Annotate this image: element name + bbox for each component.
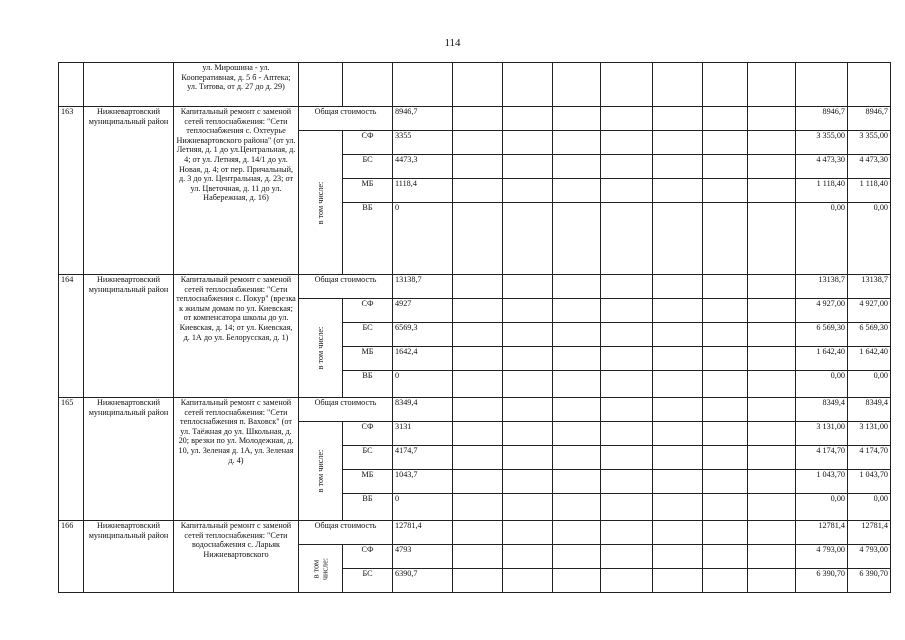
- empty-cell: [748, 323, 796, 347]
- total-cost-label: Общая стоимость: [299, 107, 393, 131]
- fund-value: 3131: [393, 422, 453, 446]
- fund-year-one-value: 1 118,40: [796, 179, 848, 203]
- district-cell: Нижневартовский муниципальный район: [84, 275, 174, 398]
- empty-cell: [703, 398, 748, 422]
- empty-cell: [453, 347, 503, 371]
- fund-code: СФ: [343, 422, 393, 446]
- empty-cell: [703, 63, 748, 107]
- total-year-one-value: 8349,4: [796, 398, 848, 422]
- table-row: [59, 63, 891, 107]
- empty-cell: [601, 371, 653, 398]
- fund-year-one-value: 3 131,00: [796, 422, 848, 446]
- fund-code: СФ: [343, 299, 393, 323]
- fund-year-one-value: 4 793,00: [796, 545, 848, 569]
- empty-cell: [601, 179, 653, 203]
- empty-cell: [453, 299, 503, 323]
- empty-cell: [553, 347, 601, 371]
- empty-cell: [503, 63, 553, 107]
- empty-cell: [748, 398, 796, 422]
- fund-code: МБ: [343, 347, 393, 371]
- empty-cell: [703, 107, 748, 131]
- fund-year-two-value: 4 473,30: [848, 155, 891, 179]
- fund-year-two-value: 1 043,70: [848, 470, 891, 494]
- empty-cell: [503, 107, 553, 131]
- fund-year-two-value: 0,00: [848, 203, 891, 275]
- empty-cell: [503, 569, 553, 593]
- empty-cell: [703, 545, 748, 569]
- total-cost-value: 12781,4: [393, 521, 453, 545]
- fund-year-one-value: 6 569,30: [796, 323, 848, 347]
- empty-cell: [703, 371, 748, 398]
- empty-cell: [601, 131, 653, 155]
- fund-year-two-value: 1 118,40: [848, 179, 891, 203]
- empty-cell: [653, 155, 703, 179]
- empty-cell: [503, 347, 553, 371]
- empty-cell: [553, 107, 601, 131]
- empty-cell: [601, 422, 653, 446]
- empty-cell: [601, 323, 653, 347]
- fund-year-two-value: 4 793,00: [848, 545, 891, 569]
- empty-cell: [453, 569, 503, 593]
- total-year-two-value: 8946,7: [848, 107, 891, 131]
- empty-cell: [503, 323, 553, 347]
- empty-cell: [453, 371, 503, 398]
- object-description-cell: Капитальный ремонт с заменой сетей теплоснабжения: "Сети теплоснабжения с. Охтеурье Нижневартовского района" (от ул. Летняя, д. 1 до ул.Центральная, д. 4; от ул. Летняя, д. 14/1 до ул. Новая, д. 4; от пер. Причальный, д. 3 до ул. Центральная, д. 23; от ул. Цветочная, д. 11 до ул. Набережная, д. 16): [174, 107, 299, 275]
- empty-cell: [553, 179, 601, 203]
- empty-cell: [748, 347, 796, 371]
- in-which-label-cell: [299, 131, 343, 275]
- fund-value: 1043,7: [393, 470, 453, 494]
- row-number-cell: [59, 63, 84, 107]
- empty-cell: [653, 371, 703, 398]
- empty-cell: [553, 521, 601, 545]
- fund-value: 0: [393, 371, 453, 398]
- empty-cell: [653, 494, 703, 521]
- empty-cell: [553, 371, 601, 398]
- empty-cell: [601, 569, 653, 593]
- empty-cell: [453, 494, 503, 521]
- empty-cell: [553, 131, 601, 155]
- empty-cell: [748, 179, 796, 203]
- fund-code: СФ: [343, 545, 393, 569]
- empty-cell: [453, 545, 503, 569]
- empty-cell: [703, 494, 748, 521]
- empty-cell: [653, 275, 703, 299]
- year-two-cell: [848, 63, 891, 107]
- empty-cell: [653, 107, 703, 131]
- empty-cell: [653, 569, 703, 593]
- empty-cell: [553, 203, 601, 275]
- empty-cell: [748, 63, 796, 107]
- total-year-one-value: 12781,4: [796, 521, 848, 545]
- fund-year-two-value: 3 355,00: [848, 131, 891, 155]
- fund-value: 4793: [393, 545, 453, 569]
- empty-cell: [748, 275, 796, 299]
- fund-code-cell: [343, 63, 393, 107]
- empty-cell: [553, 470, 601, 494]
- empty-cell: [748, 131, 796, 155]
- empty-cell: [503, 299, 553, 323]
- total-cost-label: Общая стоимость: [299, 521, 393, 545]
- in-which-label: в том числе:: [315, 326, 325, 370]
- empty-cell: [748, 155, 796, 179]
- fund-year-two-value: 0,00: [848, 371, 891, 398]
- district-cell: Нижневартовский муниципальный район: [84, 107, 174, 275]
- in-which-label: в том числе:: [315, 181, 325, 224]
- empty-cell: [553, 422, 601, 446]
- empty-cell: [453, 155, 503, 179]
- fund-year-two-value: 6 390,70: [848, 569, 891, 593]
- object-description-cell: Капитальный ремонт с заменой сетей теплоснабжения: "Сети теплоснабжения п. Ваховск" (от ул. Таёжная до ул. Школьная, д. 20; врезки по ул. Молодежная, д. 10, ул. Зеленая д. 1А, ул. Зеленая д. 4): [174, 398, 299, 521]
- fund-year-two-value: 3 131,00: [848, 422, 891, 446]
- empty-cell: [703, 569, 748, 593]
- empty-cell: [703, 275, 748, 299]
- empty-cell: [553, 446, 601, 470]
- empty-cell: [453, 179, 503, 203]
- fund-code: МБ: [343, 179, 393, 203]
- empty-cell: [453, 63, 503, 107]
- empty-cell: [503, 179, 553, 203]
- in-which-label: в том числе:: [315, 449, 325, 493]
- empty-cell: [503, 422, 553, 446]
- empty-cell: [601, 470, 653, 494]
- fund-value: 1118,4: [393, 179, 453, 203]
- empty-cell: [601, 446, 653, 470]
- empty-cell: [703, 203, 748, 275]
- empty-cell: [601, 155, 653, 179]
- page-number: 114: [444, 37, 461, 49]
- empty-cell: [553, 155, 601, 179]
- empty-cell: [653, 63, 703, 107]
- empty-cell: [453, 446, 503, 470]
- empty-cell: [703, 347, 748, 371]
- fund-code: БС: [343, 155, 393, 179]
- fund-year-one-value: 4 927,00: [796, 299, 848, 323]
- empty-cell: [653, 422, 703, 446]
- fund-code: ВБ: [343, 494, 393, 521]
- empty-cell: [503, 398, 553, 422]
- value-cell: [393, 63, 453, 107]
- empty-cell: [553, 569, 601, 593]
- in-which-label-cell: [299, 299, 343, 398]
- empty-cell: [503, 371, 553, 398]
- empty-cell: [503, 470, 553, 494]
- empty-cell: [503, 521, 553, 545]
- total-year-one-value: 13138,7: [796, 275, 848, 299]
- empty-cell: [703, 179, 748, 203]
- fund-value: 0: [393, 203, 453, 275]
- empty-cell: [453, 323, 503, 347]
- empty-cell: [653, 521, 703, 545]
- empty-cell: [653, 398, 703, 422]
- empty-cell: [748, 569, 796, 593]
- empty-cell: [703, 131, 748, 155]
- fund-code: БС: [343, 569, 393, 593]
- object-description-cell: Капитальный ремонт с заменой сетей теплоснабжения: "Сети теплоснабжения с. Покур" (врезка к жилым домам по ул. Киевская; от компенсатора школы до ул. Киевская, д. 14; от ул. Киевская, д. 1А до ул. Белорусская, д. 1): [174, 275, 299, 398]
- empty-cell: [653, 299, 703, 323]
- empty-cell: [503, 203, 553, 275]
- total-cost-value: 8946,7: [393, 107, 453, 131]
- empty-cell: [553, 398, 601, 422]
- fund-code: МБ: [343, 470, 393, 494]
- empty-cell: [653, 347, 703, 371]
- fund-year-one-value: 4 473,30: [796, 155, 848, 179]
- empty-cell: [601, 398, 653, 422]
- object-description-cell: ул. Мирошина - ул. Кооперативная, д. 5 б - Аптека; ул. Титова, от д. 27 до д. 29): [174, 63, 299, 107]
- table-row: [59, 275, 891, 299]
- fund-value: 4927: [393, 299, 453, 323]
- empty-cell: [748, 470, 796, 494]
- empty-cell: [601, 494, 653, 521]
- total-year-two-value: 8349,4: [848, 398, 891, 422]
- fund-code: БС: [343, 323, 393, 347]
- total-year-one-value: 8946,7: [796, 107, 848, 131]
- fund-value: 1642,4: [393, 347, 453, 371]
- empty-cell: [653, 131, 703, 155]
- empty-cell: [748, 446, 796, 470]
- empty-cell: [553, 275, 601, 299]
- empty-cell: [601, 299, 653, 323]
- fund-year-two-value: 0,00: [848, 494, 891, 521]
- empty-cell: [601, 107, 653, 131]
- in-which-label-cell: [299, 422, 343, 521]
- empty-cell: [653, 470, 703, 494]
- empty-cell: [748, 422, 796, 446]
- fund-value: 4473,3: [393, 155, 453, 179]
- empty-cell: [703, 155, 748, 179]
- fund-value: 6390,7: [393, 569, 453, 593]
- table-row: [59, 107, 891, 131]
- empty-cell: [503, 275, 553, 299]
- total-cost-label: Общая стоимость: [299, 275, 393, 299]
- empty-cell: [453, 398, 503, 422]
- empty-cell: [503, 545, 553, 569]
- district-cell: Нижневартовский муниципальный район: [84, 398, 174, 521]
- fund-year-two-value: 6 569,30: [848, 323, 891, 347]
- empty-cell: [553, 299, 601, 323]
- row-number-cell: 165: [59, 398, 84, 521]
- fund-year-one-value: 0,00: [796, 371, 848, 398]
- fund-value: 6569,3: [393, 323, 453, 347]
- fund-year-one-value: 1 642,40: [796, 347, 848, 371]
- fund-value: 4174,7: [393, 446, 453, 470]
- empty-cell: [601, 347, 653, 371]
- empty-cell: [748, 299, 796, 323]
- total-year-two-value: 12781,4: [848, 521, 891, 545]
- empty-cell: [601, 63, 653, 107]
- table-row: [59, 398, 891, 422]
- empty-cell: [653, 446, 703, 470]
- table-row: [59, 521, 891, 545]
- fund-year-one-value: 0,00: [796, 494, 848, 521]
- empty-cell: [553, 323, 601, 347]
- budget-table: [58, 62, 891, 593]
- total-cost-label: Общая стоимость: [299, 398, 393, 422]
- empty-cell: [453, 275, 503, 299]
- empty-cell: [453, 131, 503, 155]
- fund-code: СФ: [343, 131, 393, 155]
- total-year-two-value: 13138,7: [848, 275, 891, 299]
- empty-cell: [748, 494, 796, 521]
- fund-code: БС: [343, 446, 393, 470]
- empty-cell: [703, 323, 748, 347]
- empty-cell: [653, 203, 703, 275]
- district-cell: [84, 63, 174, 107]
- fund-year-one-value: 0,00: [796, 203, 848, 275]
- fund-code: ВБ: [343, 371, 393, 398]
- empty-cell: [453, 470, 503, 494]
- empty-cell: [601, 203, 653, 275]
- row-number-cell: 164: [59, 275, 84, 398]
- fund-year-one-value: 6 390,70: [796, 569, 848, 593]
- budget-table-body: [59, 63, 891, 593]
- empty-cell: [653, 323, 703, 347]
- fund-year-two-value: 1 642,40: [848, 347, 891, 371]
- row-number-cell: 163: [59, 107, 84, 275]
- empty-cell: [553, 545, 601, 569]
- empty-cell: [553, 494, 601, 521]
- district-cell: Нижневартовский муниципальный район: [84, 521, 174, 593]
- empty-cell: [453, 107, 503, 131]
- empty-cell: [653, 545, 703, 569]
- fund-year-one-value: 4 174,70: [796, 446, 848, 470]
- empty-cell: [553, 63, 601, 107]
- empty-cell: [503, 494, 553, 521]
- object-description-cell: Капитальный ремонт с заменой сетей теплоснабжения: "Сети водоснабжения с. Ларьяк Нижневартовского: [174, 521, 299, 593]
- fund-value: 3355: [393, 131, 453, 155]
- fund-year-two-value: 4 174,70: [848, 446, 891, 470]
- fund-year-two-value: 4 927,00: [848, 299, 891, 323]
- empty-cell: [748, 521, 796, 545]
- empty-cell: [748, 203, 796, 275]
- empty-cell: [453, 203, 503, 275]
- empty-cell: [703, 446, 748, 470]
- empty-cell: [703, 470, 748, 494]
- empty-cell: [653, 179, 703, 203]
- empty-cell: [748, 107, 796, 131]
- fund-code: ВБ: [343, 203, 393, 275]
- total-cost-value: 13138,7: [393, 275, 453, 299]
- empty-cell: [453, 521, 503, 545]
- row-number-cell: 166: [59, 521, 84, 593]
- empty-cell: [601, 275, 653, 299]
- total-cost-value: 8349,4: [393, 398, 453, 422]
- empty-cell: [453, 422, 503, 446]
- fund-value: 0: [393, 494, 453, 521]
- empty-cell: [503, 131, 553, 155]
- in-which-label-cell: [299, 545, 343, 593]
- fund-year-one-value: 3 355,00: [796, 131, 848, 155]
- empty-cell: [703, 422, 748, 446]
- in-which-label: в том числе:: [310, 557, 329, 580]
- empty-cell: [748, 545, 796, 569]
- year-one-cell: [796, 63, 848, 107]
- empty-cell: [601, 521, 653, 545]
- empty-cell: [503, 446, 553, 470]
- empty-cell: [748, 371, 796, 398]
- total-label-cell: [299, 63, 343, 107]
- empty-cell: [703, 299, 748, 323]
- empty-cell: [703, 521, 748, 545]
- fund-year-one-value: 1 043,70: [796, 470, 848, 494]
- empty-cell: [503, 155, 553, 179]
- empty-cell: [601, 545, 653, 569]
